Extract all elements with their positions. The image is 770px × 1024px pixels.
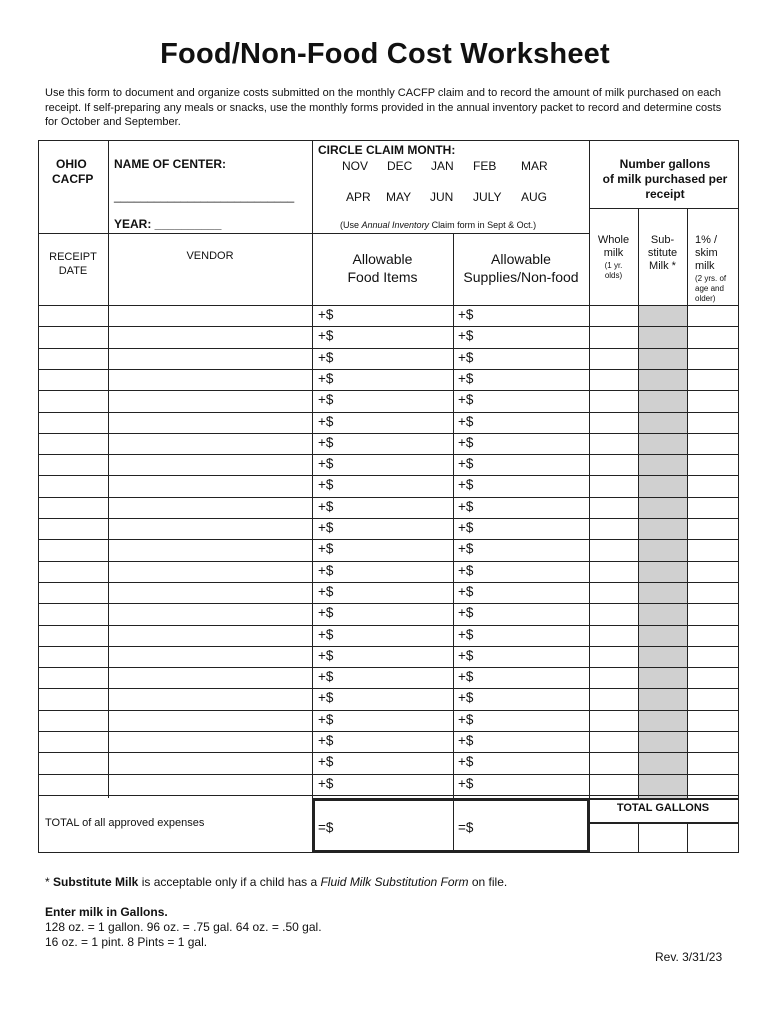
total-gallons-label: TOTAL GALLONS bbox=[616, 802, 710, 814]
table-row-rule bbox=[38, 348, 738, 349]
table-row-rule bbox=[38, 412, 738, 413]
skim-milk-header: 1% / skim milk bbox=[695, 234, 718, 272]
table-row-rule bbox=[38, 561, 738, 562]
food-amount-field[interactable]: +$ bbox=[318, 520, 334, 535]
claim-month-dec[interactable]: DEC bbox=[387, 159, 413, 173]
table-top-border bbox=[38, 140, 738, 141]
food-amount-field[interactable]: +$ bbox=[318, 370, 334, 386]
claim-month-apr[interactable]: APR bbox=[346, 190, 371, 204]
table-row-rule bbox=[38, 710, 738, 711]
table-row-rule bbox=[38, 475, 738, 476]
food-amount-field[interactable]: +$ bbox=[318, 711, 334, 727]
total-expenses-label: TOTAL of all approved expenses bbox=[45, 817, 205, 829]
table-row-rule bbox=[38, 774, 738, 775]
name-of-center-label: NAME OF CENTER: bbox=[114, 157, 226, 171]
table-row-rule bbox=[38, 369, 738, 370]
supplies-amount-field[interactable]: +$ bbox=[458, 583, 474, 599]
total-gallons-divider bbox=[687, 822, 688, 852]
supplies-amount-field[interactable]: +$ bbox=[458, 370, 474, 386]
food-amount-field[interactable]: +$ bbox=[318, 626, 334, 642]
food-amount-field[interactable]: +$ bbox=[318, 413, 334, 429]
food-amount-field[interactable]: +$ bbox=[318, 541, 334, 557]
allowable-supplies-header: Allowable Supplies/Non-food bbox=[463, 251, 579, 285]
table-left-border bbox=[38, 140, 39, 852]
food-total-field[interactable]: =$ bbox=[318, 820, 334, 835]
milk-column-left-rule bbox=[589, 140, 590, 852]
food-amount-field[interactable]: +$ bbox=[318, 583, 334, 599]
table-row-rule bbox=[38, 646, 738, 647]
total-gallons-divider bbox=[638, 822, 639, 852]
claim-month-mar[interactable]: MAR bbox=[521, 159, 548, 173]
header-divider bbox=[108, 140, 109, 233]
food-amount-field[interactable]: +$ bbox=[318, 754, 334, 770]
claim-month-may[interactable]: MAY bbox=[386, 190, 412, 204]
table-row-rule bbox=[38, 518, 738, 519]
table-row-rule bbox=[38, 688, 738, 689]
table-row-rule bbox=[38, 433, 738, 434]
supplies-amount-field[interactable]: +$ bbox=[458, 775, 474, 791]
claim-month-july[interactable]: JULY bbox=[473, 190, 502, 204]
milk-conversion-line-1: 128 oz. = 1 gallon. 96 oz. = .75 gal. 64 oz. = .50 gal. bbox=[45, 920, 322, 934]
food-amount-field[interactable]: +$ bbox=[318, 690, 334, 706]
total-box-rule bbox=[312, 850, 589, 853]
supplies-amount-field[interactable]: +$ bbox=[458, 605, 474, 621]
supplies-amount-field[interactable]: +$ bbox=[458, 669, 474, 685]
table-row-rule bbox=[38, 497, 738, 498]
table-row-rule bbox=[38, 539, 738, 540]
food-amount-field[interactable]: +$ bbox=[318, 775, 334, 791]
food-column-left-rule bbox=[312, 140, 313, 852]
table-row-rule bbox=[38, 795, 738, 796]
cacfp-label: CACFP bbox=[52, 172, 94, 186]
supplies-amount-field[interactable]: +$ bbox=[458, 477, 474, 493]
milk-conversion-line-2: 16 oz. = 1 pint. 8 Pints = 1 gal. bbox=[45, 935, 208, 949]
enter-milk-heading: Enter milk in Gallons. bbox=[45, 905, 168, 919]
milk-purchased-header: Number gallons of milk purchased per receipt bbox=[602, 157, 728, 201]
vendor-header: VENDOR bbox=[186, 250, 234, 262]
table-row-rule bbox=[38, 305, 738, 306]
table-row-rule bbox=[38, 731, 738, 732]
claim-month-feb[interactable]: FEB bbox=[473, 159, 497, 173]
food-amount-field[interactable]: +$ bbox=[318, 562, 334, 578]
claim-month-jan[interactable]: JAN bbox=[431, 159, 454, 173]
name-of-center-field[interactable]: ___________________________ bbox=[114, 189, 295, 203]
supplies-amount-field[interactable]: +$ bbox=[458, 392, 474, 408]
supplies-amount-field[interactable]: +$ bbox=[458, 733, 474, 748]
food-amount-field[interactable]: +$ bbox=[318, 328, 334, 344]
table-row-rule bbox=[38, 390, 738, 391]
supplies-amount-field[interactable]: +$ bbox=[458, 307, 474, 322]
substitute-milk-shading bbox=[638, 305, 687, 798]
supplies-total-field[interactable]: =$ bbox=[458, 820, 474, 835]
supplies-amount-field[interactable]: +$ bbox=[458, 541, 474, 557]
claim-month-jun[interactable]: JUN bbox=[430, 190, 454, 204]
food-amount-field[interactable]: +$ bbox=[318, 392, 334, 408]
table-row-rule bbox=[38, 625, 738, 626]
allowable-food-header: Allowable Food Items bbox=[347, 251, 418, 285]
revision-date: Rev. 3/31/23 bbox=[655, 950, 723, 964]
substitute-milk-note: * Substitute Milk is acceptable only if a child has a Fluid Milk Substitution Form on file. bbox=[45, 875, 508, 889]
supplies-amount-field[interactable]: +$ bbox=[458, 520, 474, 535]
page-title: Food/Non-Food Cost Worksheet bbox=[160, 38, 610, 70]
vendor-column-left-rule bbox=[108, 233, 109, 798]
receipt-date-header: RECEIPT DATE bbox=[49, 251, 97, 277]
circle-claim-month-label: CIRCLE CLAIM MONTH: bbox=[318, 143, 456, 157]
ohio-label: OHIO bbox=[56, 157, 87, 171]
header-bottom-rule bbox=[312, 233, 589, 234]
food-amount-field[interactable]: +$ bbox=[318, 477, 334, 493]
whole-milk-header: Whole milk bbox=[597, 234, 630, 259]
supplies-amount-field[interactable]: +$ bbox=[458, 434, 474, 450]
food-amount-field[interactable]: +$ bbox=[318, 733, 334, 748]
supplies-amount-field[interactable]: +$ bbox=[458, 754, 474, 770]
table-row-rule bbox=[38, 603, 738, 604]
food-amount-field[interactable]: +$ bbox=[318, 605, 334, 621]
food-amount-field[interactable]: +$ bbox=[318, 498, 334, 514]
skim-milk-note: (2 yrs. of age and older) bbox=[695, 274, 727, 303]
total-box-rule bbox=[312, 798, 589, 801]
milk-header-rule bbox=[589, 208, 738, 209]
table-row-rule bbox=[38, 752, 738, 753]
supplies-amount-field[interactable]: +$ bbox=[458, 647, 474, 663]
table-row-rule bbox=[38, 667, 738, 668]
year-field[interactable]: YEAR: __________ bbox=[114, 217, 222, 231]
inventory-note: (Use Annual Inventory Claim form in Sept & Oct.) bbox=[340, 220, 537, 230]
table-row-rule bbox=[38, 582, 738, 583]
supplies-amount-field[interactable]: +$ bbox=[458, 562, 474, 578]
supplies-amount-field[interactable]: +$ bbox=[458, 456, 474, 472]
total-box-rule bbox=[312, 798, 315, 852]
whole-milk-note: (1 yr. olds) bbox=[604, 261, 623, 280]
total-gallons-rule bbox=[589, 798, 738, 800]
supplies-amount-field[interactable]: +$ bbox=[458, 498, 474, 514]
table-right-border bbox=[738, 140, 739, 852]
supplies-amount-field[interactable]: +$ bbox=[458, 328, 474, 344]
claim-month-nov[interactable]: NOV bbox=[342, 159, 369, 173]
total-gallons-rule bbox=[589, 822, 738, 824]
food-amount-field[interactable]: +$ bbox=[318, 456, 334, 472]
table-row-rule bbox=[38, 326, 738, 327]
substitute-milk-header: Sub- stitute Milk * bbox=[647, 234, 678, 272]
food-amount-field[interactable]: +$ bbox=[318, 434, 334, 450]
supplies-amount-field[interactable]: +$ bbox=[458, 711, 474, 727]
food-amount-field[interactable]: +$ bbox=[318, 647, 334, 663]
header-bottom-rule bbox=[38, 233, 312, 234]
instructions-paragraph: Use this form to document and organize costs submitted on the monthly CACFP claim and to record the amount of milk purchased on each receipt. If self-preparing any meals or snacks, use the monthly forms provided in the annual inventory packet to record and determine costs for October and September. bbox=[45, 87, 722, 128]
supplies-amount-field[interactable]: +$ bbox=[458, 349, 474, 365]
total-box-rule bbox=[587, 798, 590, 852]
supplies-amount-field[interactable]: +$ bbox=[458, 690, 474, 706]
table-row-rule bbox=[38, 454, 738, 455]
food-amount-field[interactable]: +$ bbox=[318, 349, 334, 365]
claim-month-aug[interactable]: AUG bbox=[521, 190, 548, 204]
food-amount-field[interactable]: +$ bbox=[318, 669, 334, 685]
supplies-amount-field[interactable]: +$ bbox=[458, 626, 474, 642]
food-amount-field[interactable]: +$ bbox=[318, 307, 334, 322]
supplies-amount-field[interactable]: +$ bbox=[458, 413, 474, 429]
